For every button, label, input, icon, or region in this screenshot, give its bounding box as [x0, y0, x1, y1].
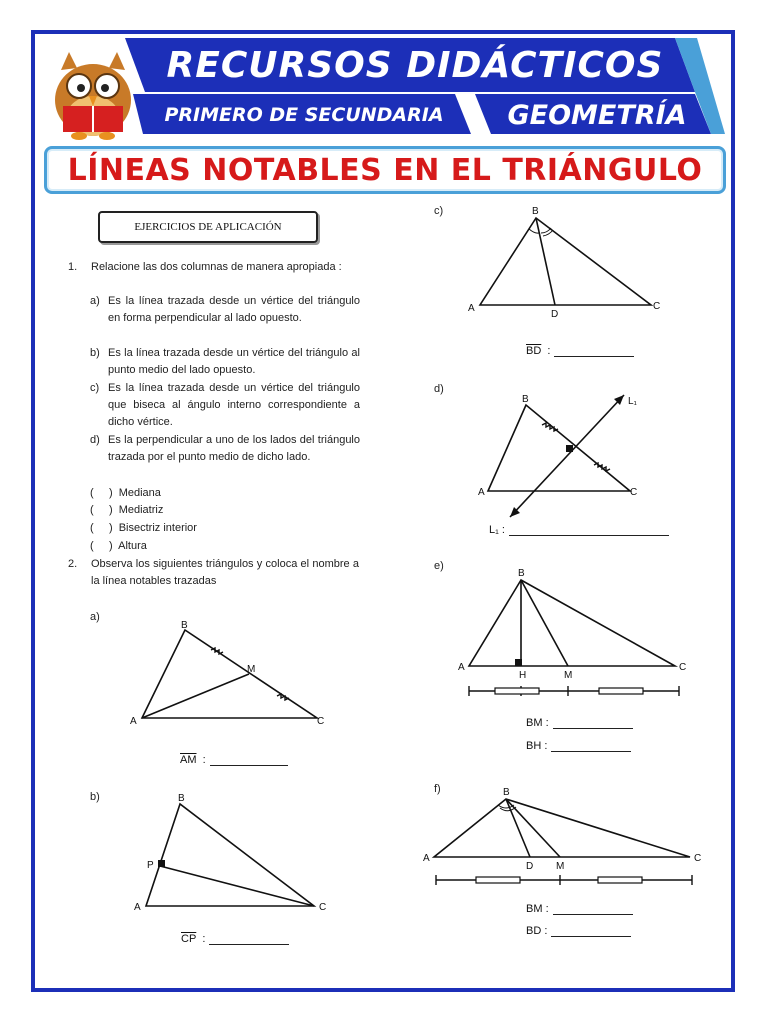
vertex-label: B — [503, 787, 510, 798]
q2-number: 2. — [68, 558, 78, 570]
q1-item-letter: c) — [90, 382, 100, 394]
vertex-label: M — [556, 861, 565, 872]
page-title: LÍNEAS NOTABLES EN EL TRIÁNGULO — [67, 152, 703, 188]
q1-number: 1. — [68, 261, 78, 273]
brand-title: RECURSOS DIDÁCTICOS — [166, 44, 664, 86]
vertex-label: A — [423, 853, 430, 864]
vertex-label: M — [564, 670, 573, 681]
figure-c-triangle — [465, 203, 675, 323]
figure-e-triangle — [455, 562, 695, 697]
answer-blank[interactable] — [210, 754, 288, 766]
vertex-label: B — [518, 568, 525, 579]
figure-f-triangle — [420, 783, 710, 898]
q1-item-letter: d) — [90, 434, 100, 446]
q1-option: ( ) Bisectriz interior — [90, 522, 197, 534]
page-title-box — [44, 146, 726, 194]
figure-c-tag: c) — [434, 205, 444, 217]
vertex-label: C — [679, 662, 687, 673]
vertex-label: C — [319, 902, 327, 913]
vertex-label: A — [478, 487, 485, 498]
q1-item-text: Es la línea trazada desde un vértice del triángulo al punto medio del lado opuesto. — [108, 347, 360, 376]
q1-item-text: Es la línea trazada desde un vértice del triángulo en forma perpendicular al lado opuesto. — [108, 295, 360, 324]
q1-option: ( ) Mediatriz — [90, 504, 164, 516]
vertex-label: H — [519, 670, 527, 681]
figure-f-answer-1: BM : — [526, 903, 633, 915]
exercises-heading: EJERCICIOS DE APLICACIÓN — [98, 211, 318, 243]
line-label: L₁ — [628, 396, 637, 407]
figure-a-triangle — [125, 618, 340, 733]
vertex-label: M — [247, 664, 256, 675]
answer-blank[interactable] — [551, 740, 631, 752]
q1-option: ( ) Mediana — [90, 487, 161, 499]
vertex-label: C — [317, 716, 325, 727]
answer-blank[interactable] — [209, 933, 289, 945]
q1-prompt: Relacione las dos columnas de manera apropiada : — [91, 261, 342, 273]
vertex-label: P — [147, 860, 154, 871]
header-banner — [35, 34, 731, 142]
subject-label: GEOMETRÍA — [507, 99, 687, 131]
figure-c-answer: $\overline{BD}$ : — [526, 345, 634, 357]
q1-item-letter: b) — [90, 347, 100, 359]
q1-item-text: Es la línea trazada desde un vértice del triángulo que biseca al ángulo interno correspondiente a dicho vértice. — [108, 382, 360, 428]
q1-item-text: Es la perpendicular a uno de los lados del triángulo trazada por el punto medio de dicho lado. — [108, 434, 360, 463]
answer-blank[interactable] — [554, 345, 634, 357]
figure-e-tag: e) — [434, 560, 444, 572]
figure-a-answer: $\overline{AM}$ : — [180, 754, 288, 766]
figure-b-tag: b) — [90, 791, 100, 803]
figure-a-tag: a) — [90, 611, 100, 623]
vertex-label: A — [468, 303, 475, 314]
answer-blank[interactable] — [553, 717, 633, 729]
figure-d-triangle — [470, 385, 680, 520]
vertex-label: D — [526, 861, 534, 872]
vertex-label: A — [130, 716, 137, 727]
q2-prompt: Observa los siguientes triángulos y coloca el nombre a la línea notables trazadas — [91, 558, 359, 587]
figure-d-tag: d) — [434, 383, 444, 395]
figure-e-answer-2: BH : — [526, 740, 631, 752]
vertex-label: C — [653, 301, 661, 312]
figure-f-answer-2: BD : — [526, 925, 631, 937]
vertex-label: A — [134, 902, 141, 913]
figure-b-answer: $\overline{CP}$ : — [181, 933, 289, 945]
q1-option: ( ) Altura — [90, 540, 147, 552]
answer-blank[interactable] — [509, 524, 669, 536]
answer-blank[interactable] — [551, 925, 631, 937]
figure-f-tag: f) — [434, 783, 441, 795]
q1-item-letter: a) — [90, 295, 100, 307]
vertex-label: B — [178, 793, 185, 804]
owl-mascot-icon — [55, 52, 131, 140]
vertex-label: B — [181, 620, 188, 631]
figure-d-answer: L₁ : — [489, 524, 669, 536]
vertex-label: A — [458, 662, 465, 673]
vertex-label: C — [694, 853, 702, 864]
vertex-label: C — [630, 487, 638, 498]
vertex-label: D — [551, 309, 559, 320]
vertex-label: B — [532, 206, 539, 217]
answer-blank[interactable] — [553, 903, 633, 915]
vertex-label: B — [522, 394, 529, 405]
level-label: PRIMERO DE SECUNDARIA — [164, 104, 444, 126]
figure-e-answer-1: BM : — [526, 717, 633, 729]
figure-b-triangle — [130, 790, 340, 915]
